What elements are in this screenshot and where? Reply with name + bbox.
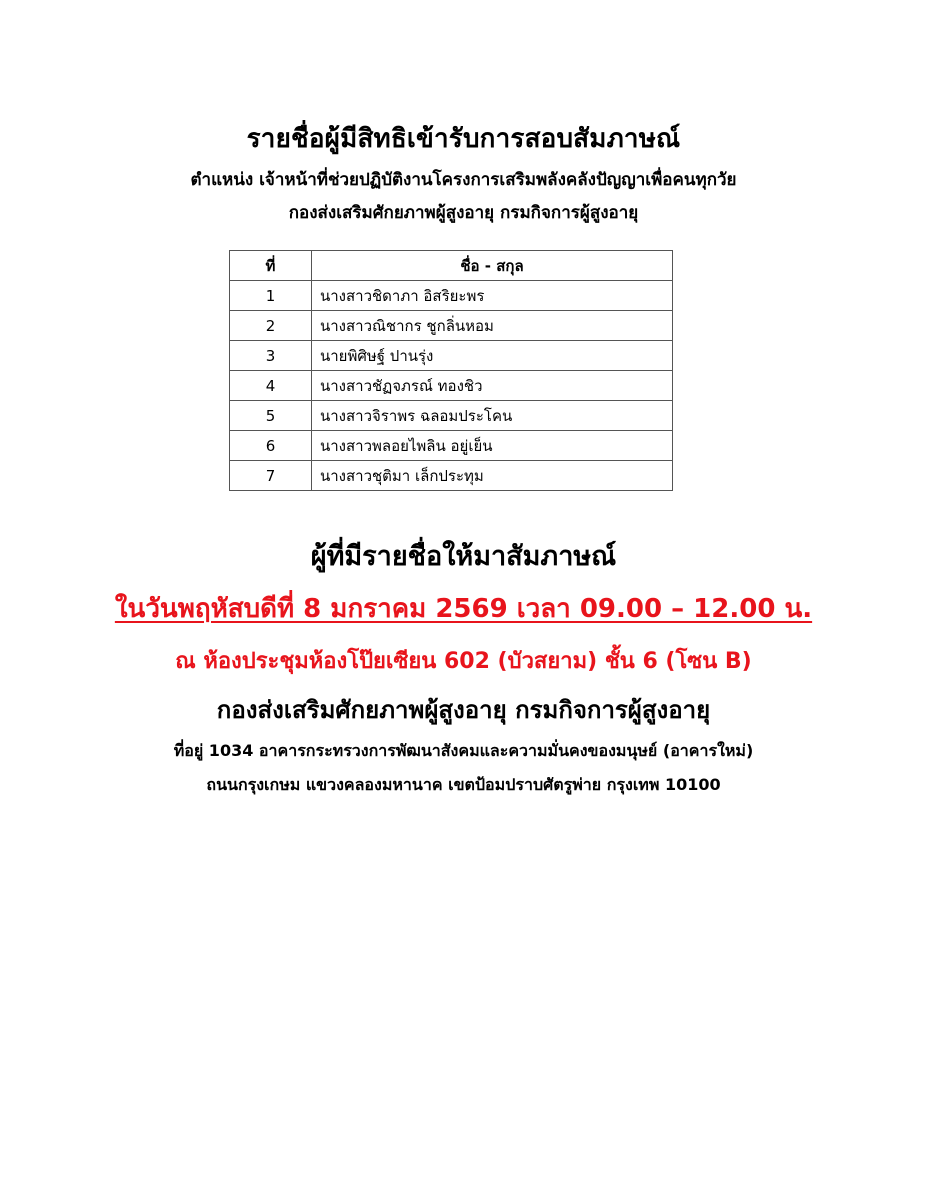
row-number: 1: [230, 281, 312, 311]
table-row: [230, 341, 673, 371]
document-title: รายชื่อผู้มีสิทธิเข้ารับการสอบสัมภาษณ์: [246, 124, 681, 154]
department-name: กองส่งเสริมศักยภาพผู้สูงอายุ กรมกิจการผู้สูงอายุ: [216, 696, 711, 724]
candidate-name: นางสาวชิดาภา อิสริยะพร: [312, 281, 673, 311]
row-number: 3: [230, 341, 312, 371]
candidate-name: นายพิศิษฐ์ ปานรุ่ง: [312, 341, 673, 371]
row-number: 5: [230, 401, 312, 431]
candidate-table: [229, 250, 673, 491]
table-row: [230, 311, 673, 341]
candidate-name: นางสาวชัฏจภรณ์ ทองชิว: [312, 371, 673, 401]
column-header-number: ที่: [230, 251, 312, 281]
department-subtitle: กองส่งเสริมศักยภาพผู้สูงอายุ กรมกิจการผู้สูงอายุ: [288, 203, 639, 223]
table-row: [230, 401, 673, 431]
row-number: 2: [230, 311, 312, 341]
table-row: [230, 461, 673, 491]
candidate-name: นางสาวชุติมา เล็กประทุม: [312, 461, 673, 491]
row-number: 6: [230, 431, 312, 461]
table-row: [230, 371, 673, 401]
address-line-1: ที่อยู่ 1034 อาคารกระทรวงการพัฒนาสังคมและความมั่นคงของมนุษย์ (อาคารใหม่): [173, 741, 754, 760]
candidate-name: นางสาวณิชากร ชูกลิ่นหอม: [312, 311, 673, 341]
row-number: 7: [230, 461, 312, 491]
column-header-name: ชื่อ - สกุล: [312, 251, 673, 281]
address-line-2: ถนนกรุงเกษม แขวงคลองมหานาค เขตป้อมปราบศัตรูพ่าย กรุงเทพ 10100: [206, 775, 721, 794]
table-header-row: [230, 251, 673, 281]
interview-heading: ผู้ที่มีรายชื่อให้มาสัมภาษณ์: [310, 541, 617, 572]
position-subtitle: ตำแหน่ง เจ้าหน้าที่ช่วยปฏิบัติงานโครงการเสริมพลังคลังปัญญาเพื่อคนทุกวัย: [190, 170, 737, 190]
candidate-name: นางสาวจิราพร ฉลอมประโคน: [312, 401, 673, 431]
interview-date: ในวันพฤหัสบดีที่ 8 มกราคม 2569 เวลา 09.00 – 12.00 น.: [114, 594, 813, 624]
row-number: 4: [230, 371, 312, 401]
table-row: [230, 281, 673, 311]
table-row: [230, 431, 673, 461]
interview-room: ณ ห้องประชุมห้องโป๊ยเซียน 602 (บัวสยาม) ชั้น 6 (โซน B): [175, 649, 752, 674]
candidate-name: นางสาวพลอยไพลิน อยู่เย็น: [312, 431, 673, 461]
